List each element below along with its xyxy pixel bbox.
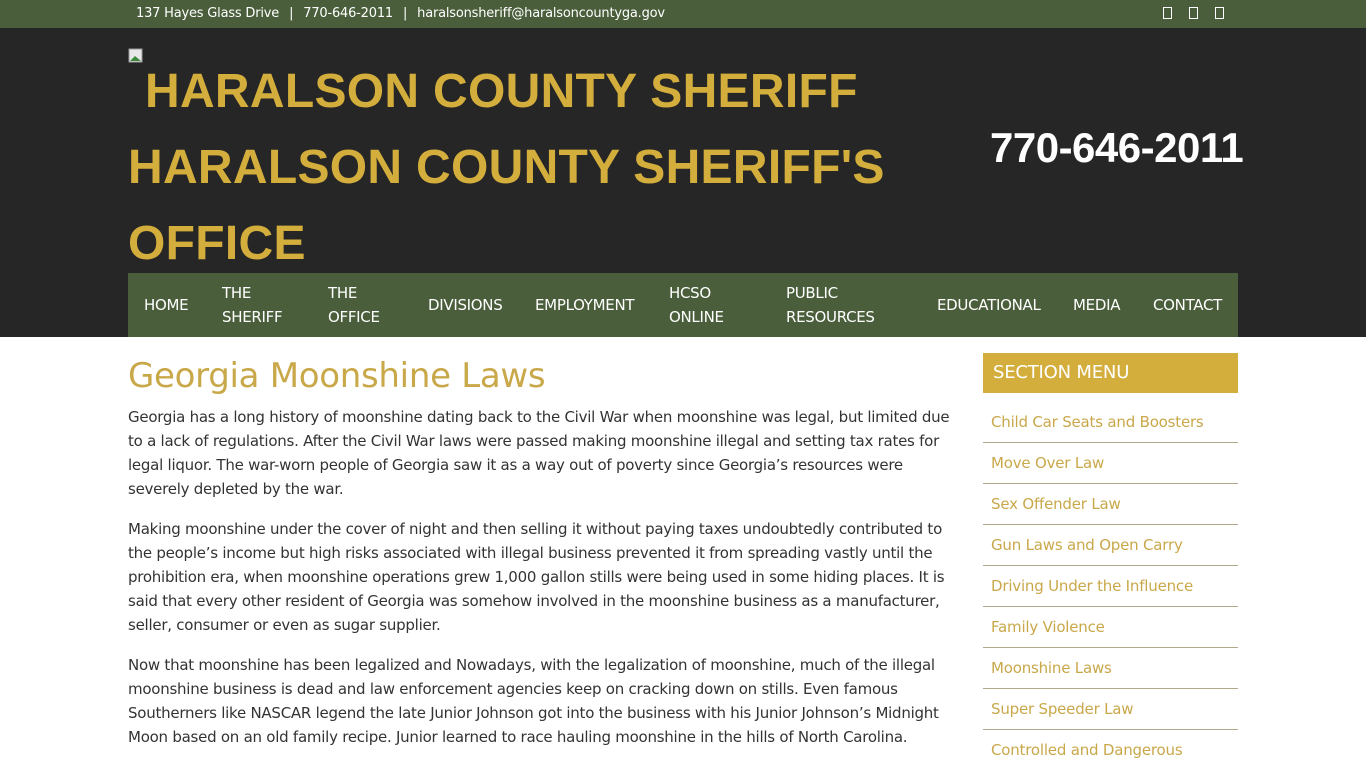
- phone-link[interactable]: 770-646-2011: [303, 6, 393, 21]
- social-links: [1163, 7, 1224, 19]
- section-menu-item[interactable]: Sex Offender Law: [983, 484, 1238, 525]
- section-menu-item[interactable]: Family Violence: [983, 607, 1238, 648]
- site-logo[interactable]: [128, 54, 948, 282]
- nav-item-the-office[interactable]: THE OFFICE: [328, 284, 380, 326]
- main-nav: [128, 273, 1238, 337]
- section-menu-item[interactable]: Child Car Seats and Boosters: [983, 402, 1238, 443]
- section-menu: [983, 353, 1238, 771]
- section-menu-item[interactable]: Move Over Law: [983, 443, 1238, 484]
- paragraph: Now that moonshine has been legalized and Nowadays, with the legalization of moonshine, much of the illegal moonshine business is dead and law enforcement agencies keep on cracking down on stills. Even famous Southerners like NASCAR legend the late Junior Johnson got into the business with his Junior Johnson’s Midnight Moon based on an old family recipe. Junior learned to race hauling moonshine in the hills of North Carolina.: [128, 656, 939, 746]
- main-content: [128, 352, 952, 765]
- separator: |: [289, 6, 294, 21]
- nav-item-home[interactable]: HOME: [144, 296, 189, 314]
- separator: |: [402, 6, 408, 21]
- section-menu-heading: SECTION MENU: [983, 353, 1238, 393]
- paragraph: Making moonshine under the cover of night and then selling it without paying taxes undoubtedly contributed to the people’s income but high risks associated with illegal business prevented it from spreading vastly until the prohibition era, when moonshine operations grew 1,000 gallon stills were being used in some hiding places. It is said that every other resident of Georgia was somehow involved in the moonshine business as a manufacturer, seller, consumer or even as sugar supplier.: [128, 520, 945, 634]
- paragraph: Georgia has a long history of moonshine dating back to the Civil War when moonshine was legal, but limited due to a lack of regulations. After the Civil War laws were passed making moonshine illegal and setting tax rates for legal liquor. The war-worn people of Georgia saw it as a way out of poverty since Georgia’s resources were severely depleted by the war.: [128, 408, 950, 498]
- section-menu-item[interactable]: Controlled and Dangerous: [991, 741, 1183, 759]
- nav-item-the-sheriff[interactable]: THE SHERIFF: [222, 284, 283, 326]
- section-menu-item[interactable]: Moonshine Laws: [983, 648, 1238, 689]
- email-link[interactable]: haralsonsheriff@haralsoncountyga.gov: [417, 6, 665, 21]
- logo-line-3: OFFICE: [128, 217, 306, 270]
- section-menu-item[interactable]: Driving Under the Influence: [983, 566, 1238, 607]
- nav-item-hcso-online[interactable]: HCSO ONLINE: [669, 284, 724, 326]
- address-text: 137 Hayes Glass Drive: [136, 6, 280, 21]
- contact-info: [136, 6, 665, 21]
- nav-item-divisions[interactable]: DIVISIONS: [428, 296, 503, 314]
- page-title: Georgia Moonshine Laws: [128, 356, 546, 396]
- section-menu-item[interactable]: Super Speeder Law: [983, 689, 1238, 730]
- nav-item-contact[interactable]: CONTACT: [1153, 296, 1223, 314]
- nav-item-educational[interactable]: EDUCATIONAL: [937, 296, 1041, 314]
- twitter-icon[interactable]: [1189, 7, 1198, 19]
- top-contact-bar: [0, 0, 1366, 28]
- nav-item-public-resources[interactable]: PUBLIC RESOURCES: [786, 284, 875, 326]
- section-menu-item[interactable]: Gun Laws and Open Carry: [983, 525, 1238, 566]
- nav-item-media[interactable]: MEDIA: [1073, 296, 1121, 314]
- nav-item-employment[interactable]: EMPLOYMENT: [535, 296, 635, 314]
- logo-line-1: HARALSON COUNTY SHERIFF: [145, 65, 858, 118]
- header-phone[interactable]: 770-646-2011: [990, 124, 1244, 171]
- logo-line-2: HARALSON COUNTY SHERIFF'S: [128, 141, 885, 194]
- instagram-icon[interactable]: [1215, 7, 1224, 19]
- facebook-icon[interactable]: [1163, 7, 1172, 19]
